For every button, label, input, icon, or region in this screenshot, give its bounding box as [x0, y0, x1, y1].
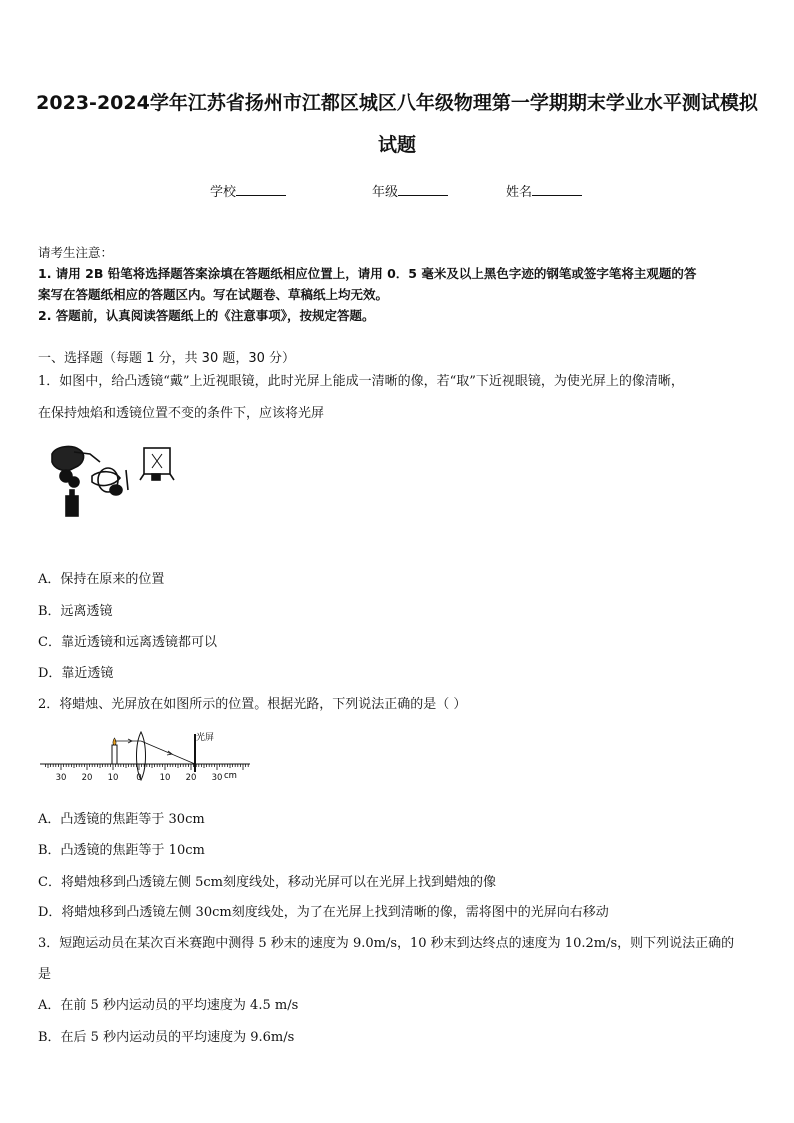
q2-option-a: A．凸透镜的焦距等于 30cm — [38, 812, 205, 827]
ruler-tick-label: 30 — [211, 773, 223, 783]
name-label: 姓名 — [506, 185, 533, 200]
q1-stem-b: 在保持烛焰和透镜位置不变的条件下，应该将光屏 — [38, 406, 325, 421]
ruler-tick-label: 20 — [185, 773, 197, 783]
candle — [112, 745, 117, 764]
school-blank — [236, 183, 286, 196]
grade-field — [372, 181, 448, 200]
q2-option-d: D．将蜡烛移到凸透镜左侧 30cm刻度线处，为了在光屏上找到清晰的像，需将图中的光屏向右移动 — [38, 905, 609, 920]
school-label: 学校 — [210, 185, 237, 200]
q1-lens-apparatus-figure — [44, 440, 184, 526]
q1-option-c: C．靠近透镜和远离透镜都可以 — [38, 635, 217, 650]
q2-optical-bench-figure — [38, 728, 258, 786]
q3-stem-a: 3．短跑运动员在某次百米赛跑中测得 5 秒末的速度为 9.0m/s，10 秒末到达终点的速度为 10.2m/s，则下列说法正确的 — [38, 936, 735, 951]
q3-stem-b: 是 — [38, 967, 52, 982]
name-blank — [532, 183, 582, 196]
page-title-line2: 试题 — [377, 134, 416, 156]
grade-blank — [398, 183, 448, 196]
grade-label: 年级 — [372, 185, 399, 200]
ruler-tick-label: 30 — [55, 773, 67, 783]
candle-flame — [113, 738, 116, 745]
q2-option-c: C．将蜡烛移到凸透镜左侧 5cm刻度线处，移动光屏可以在光屏上找到蜡烛的像 — [38, 875, 496, 890]
q1-option-d: D．靠近透镜 — [38, 666, 114, 681]
name-field — [506, 181, 582, 200]
ruler-tick-label: 20 — [81, 773, 93, 783]
school-field — [210, 181, 286, 200]
q2-option-b: B．凸透镜的焦距等于 10cm — [38, 843, 205, 858]
q3-option-b: B．在后 5 秒内运动员的平均速度为 9.6m/s — [38, 1030, 295, 1045]
q2-stem: 2．将蜡烛、光屏放在如图所示的位置。根据光路，下列说法正确的是（ ） — [38, 697, 467, 712]
screen-label: 光屏 — [196, 733, 215, 743]
notice-item-1b: 案写在答题纸相应的答题区内。写在试题卷、草稿纸上均无效。 — [38, 287, 389, 302]
ruler-tick-label: 0 — [136, 773, 142, 783]
q1-stem-a: 1．如图中，给凸透镜“戴”上近视眼镜，此时光屏上能成一清晰的像，若“取”下近视眼镜，为使光屏上的像清晰， — [38, 374, 684, 389]
ruler-tick-label: 10 — [159, 773, 171, 783]
notice-block — [38, 242, 768, 326]
unit-label: cm — [224, 771, 237, 781]
notice-item-2: 2. 答题前，认真阅读答题纸上的《注意事项》，按规定答题。 — [38, 308, 375, 323]
ruler-tick-label: 10 — [107, 773, 119, 783]
q1-option-b: B．远离透镜 — [38, 604, 113, 619]
q3-option-a: A．在前 5 秒内运动员的平均速度为 4.5 m/s — [38, 998, 299, 1013]
notice-item-1a: 1. 请用 2B 铅笔将选择题答案涂填在答题纸相应位置上，请用 0．5 毫米及以上黑色字迹的钢笔或签字笔将主观题的答 — [38, 266, 697, 281]
section-title: 一、选择题（每题 1 分，共 30 题，30 分） — [38, 351, 296, 366]
q1-option-a: A．保持在原来的位置 — [38, 572, 165, 587]
notice-heading: 请考生注意： — [38, 245, 114, 260]
page-title: 2023-2024学年江苏省扬州市江都区城区八年级物理第一学期期末学业水平测试模拟 — [36, 92, 758, 114]
